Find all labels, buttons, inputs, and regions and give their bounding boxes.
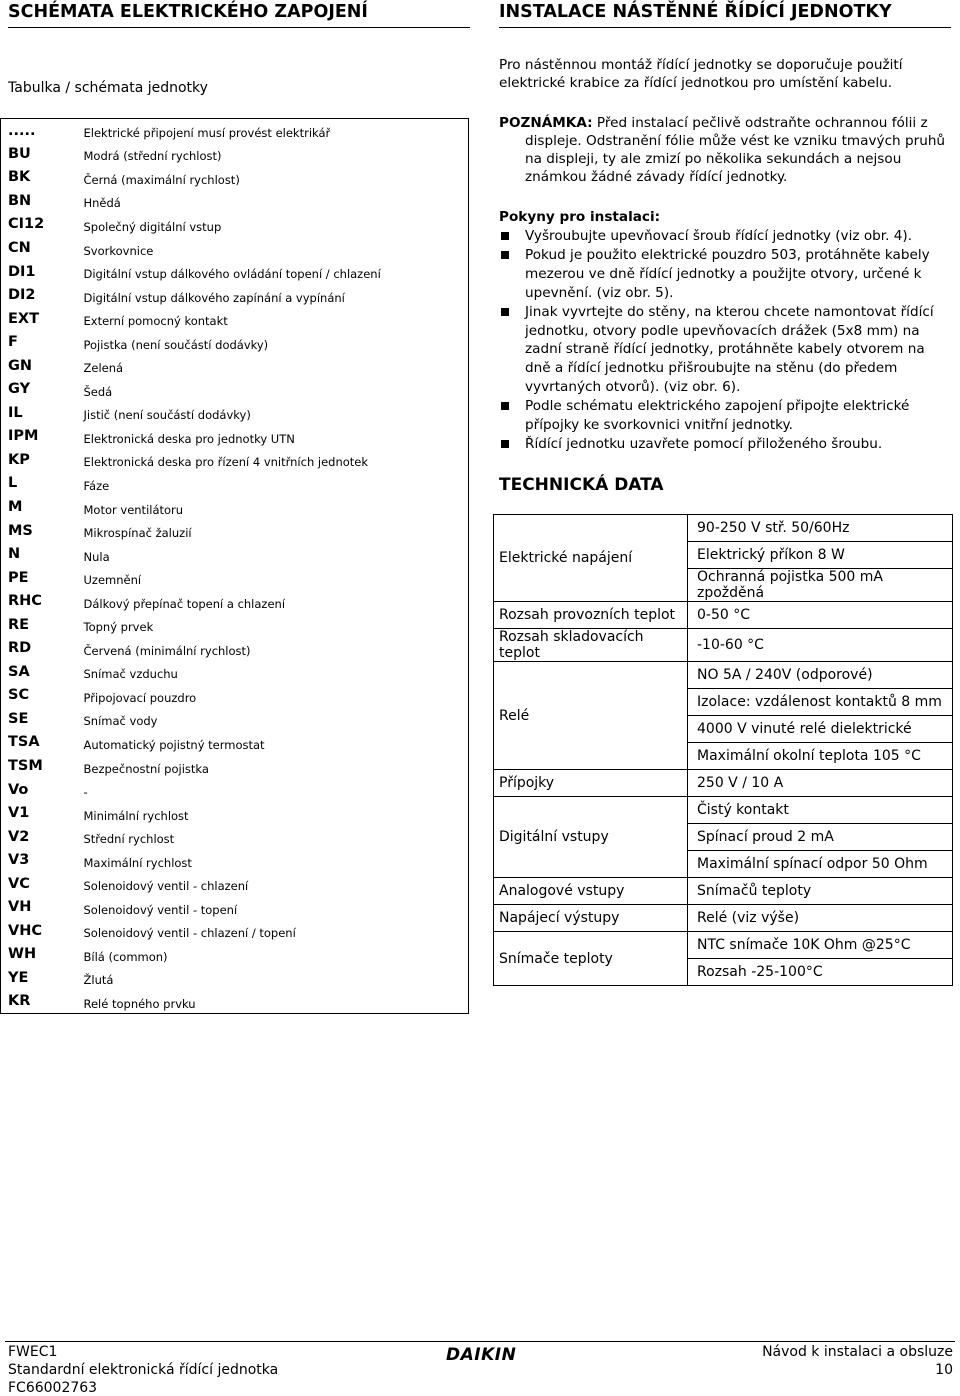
tech-value: 0-50 °C: [688, 602, 953, 629]
legend-row: [1, 236, 469, 260]
tech-row: [494, 602, 953, 629]
legend-code: YE: [8, 969, 29, 986]
tech-label: Elektrické napájení: [494, 515, 688, 602]
tech-row: [494, 662, 953, 689]
section-title-wiring: SCHÉMATA ELEKTRICKÉHO ZAPOJENÍ: [8, 2, 470, 28]
brand-logo: DAIKIN: [446, 1345, 517, 1365]
tech-value: Izolace: vzdálenost kontaktů 8 mm: [688, 689, 953, 716]
note-label: POZNÁMKA:: [499, 115, 593, 131]
legend-description: Jistič (není součástí dodávky): [83, 408, 251, 423]
legend-code: SE: [8, 710, 29, 727]
legend-table: [0, 118, 469, 1014]
legend-row: [1, 613, 469, 637]
tech-value: NTC snímače 10K Ohm @25°C: [688, 932, 953, 959]
legend-row: [1, 966, 469, 990]
legend-description: Dálkový přepínač topení a chlazení: [83, 596, 286, 611]
legend-row: [1, 990, 469, 1014]
legend-code: Vo: [8, 781, 29, 798]
footer-page-number: 10: [935, 1362, 953, 1378]
tech-value: Maximální spínací odpor 50 Ohm: [688, 851, 953, 878]
legend-row: [1, 825, 469, 849]
legend-code: BN: [8, 192, 32, 209]
legend-row: [1, 472, 469, 496]
legend-description: Nula: [83, 549, 110, 564]
legend-code: GN: [8, 357, 33, 374]
legend-row: [1, 660, 469, 684]
legend-row: [1, 589, 469, 613]
legend-code: RE: [8, 616, 30, 633]
legend-code: M: [8, 499, 23, 516]
tech-value: Maximální okolní teplota 105 °C: [688, 743, 953, 770]
legend-description: Pojistka (není součástí dodávky): [83, 337, 269, 352]
tech-label: Digitální vstupy: [494, 797, 688, 878]
legend-code: N: [8, 546, 21, 563]
instruction-item: [499, 397, 939, 435]
legend-row: [1, 919, 469, 943]
legend-description: -: [83, 785, 88, 800]
legend-row: [1, 801, 469, 825]
legend-row: [1, 330, 469, 354]
tech-value: Elektrický příkon 8 W: [688, 542, 953, 569]
legend-code: DI2: [8, 287, 36, 304]
legend-description: Relé topného prvku: [83, 996, 196, 1011]
instruction-item: [499, 227, 939, 246]
square-bullet-icon: [501, 402, 509, 410]
legend-row: [1, 519, 469, 543]
legend-code: SA: [8, 663, 30, 680]
instruction-text: Pokud je použito elektrické pouzdro 503, protáhněte kabely mezerou ve dně řídící jednotky a použijte otvory, určené k upevnění. (viz obr. 5).: [525, 246, 930, 301]
legend-description: Šedá: [83, 384, 113, 399]
legend-row: [1, 684, 469, 708]
legend-code: RD: [8, 640, 32, 657]
legend-code: VHC: [8, 922, 42, 939]
note-paragraph: [499, 114, 949, 186]
legend-description: Elektronická deska pro řízení 4 vnitřních jednotek: [83, 455, 369, 470]
tech-row: [494, 770, 953, 797]
footer-code: FC66002763: [8, 1380, 98, 1396]
note-first-line: Před instalací pečlivě odstraňte ochrannou fólii z: [596, 115, 928, 131]
legend-code: KR: [8, 993, 31, 1010]
tech-value: Relé (viz výše): [688, 905, 953, 932]
legend-row: [1, 731, 469, 755]
tech-label: Přípojky: [494, 770, 688, 797]
instruction-text: Řídící jednotku uzavřete pomocí přiloženého šroubu.: [525, 435, 883, 452]
legend-description: Automatický pojistný termostat: [83, 737, 265, 752]
legend-row: [1, 189, 469, 213]
legend-code: CN: [8, 240, 31, 256]
legend-row: [1, 401, 469, 425]
footer-divider: [5, 1341, 955, 1342]
tech-row: [494, 878, 953, 905]
section-title-installation: INSTALACE NÁSTĚNNÉ ŘÍDÍCÍ JEDNOTKY: [499, 2, 951, 28]
legend-code: GY: [8, 381, 31, 398]
legend-row: [1, 166, 469, 190]
instruction-item: [499, 303, 939, 398]
square-bullet-icon: [501, 251, 509, 259]
instruction-text: Podle schématu elektrického zapojení připojte elektrické přípojky ke svorkovnici vnitřní jednotky.: [525, 398, 910, 434]
tech-label: Napájecí výstupy: [494, 905, 688, 932]
square-bullet-icon: [501, 440, 509, 448]
legend-row: [1, 848, 469, 872]
legend-code: EXT: [8, 310, 39, 327]
legend-description: Digitální vstup dálkového zapínání a vypínání: [83, 290, 345, 305]
legend-description: Bílá (common): [83, 949, 168, 964]
legend-description: Snímač vody: [83, 714, 158, 729]
legend-description: Zelená: [83, 361, 124, 376]
tech-value: Snímačů teploty: [688, 878, 953, 905]
legend-description: Solenoidový ventil - chlazení: [83, 879, 249, 894]
instructions-list: [499, 227, 939, 454]
tech-value: NO 5A / 240V (odporové): [688, 662, 953, 689]
legend-code: V1: [8, 805, 30, 822]
legend-code: V2: [8, 828, 30, 845]
legend-code: VC: [8, 875, 30, 892]
instruction-item: [499, 246, 939, 303]
legend-description: Solenoidový ventil - chlazení / topení: [83, 926, 296, 941]
legend-code: WH: [8, 946, 37, 963]
legend-description: Žlutá: [83, 973, 114, 988]
legend-row: [1, 872, 469, 896]
legend-code: BK: [8, 169, 31, 186]
tech-data-table: [493, 514, 953, 986]
legend-code: DI1: [8, 263, 36, 280]
legend-code: F: [8, 334, 18, 351]
legend-code: L: [8, 475, 18, 492]
legend-row: [1, 542, 469, 566]
legend-row: [1, 142, 469, 166]
legend-description: Minimální rychlost: [83, 808, 189, 823]
square-bullet-icon: [501, 232, 509, 240]
legend-description: Černá (maximální rychlost): [83, 172, 240, 187]
tech-value: 4000 V vinuté relé dielektrické: [688, 716, 953, 743]
legend-code: TSA: [8, 734, 40, 751]
legend-row: [1, 213, 469, 237]
tech-value: Spínací proud 2 mA: [688, 824, 953, 851]
legend-code: CI12: [8, 216, 45, 233]
legend-description: Připojovací pouzdro: [83, 690, 197, 705]
legend-row: [1, 378, 469, 402]
legend-row: [1, 637, 469, 661]
legend-row: [1, 896, 469, 920]
intro-paragraph: Pro nástěnnou montáž řídící jednotky se doporučuje použití elektrické krabice za řídící jednotkou pro umístění kabelu.: [499, 57, 903, 91]
legend-row: [1, 260, 469, 284]
square-bullet-icon: [501, 308, 509, 316]
tech-value: Čistý kontakt: [688, 797, 953, 824]
legend-code: V3: [8, 852, 30, 869]
legend-code: MS: [8, 522, 33, 539]
legend-description: Externí pomocný kontakt: [83, 314, 228, 329]
legend-description: Elektronická deska pro jednotky UTN: [83, 431, 295, 446]
tech-label: Rozsah provozních teplot: [494, 602, 688, 629]
legend-row: [1, 495, 469, 519]
legend-description: Snímač vzduchu: [83, 667, 178, 682]
legend-row: [1, 283, 469, 307]
legend-row: [1, 778, 469, 802]
legend-code: VH: [8, 899, 32, 916]
legend-description: Hnědá: [83, 196, 121, 211]
legend-row: [1, 119, 469, 143]
legend-code: BU: [8, 145, 31, 162]
legend-row: [1, 354, 469, 378]
tech-label: Rozsah skladovacích teplot: [494, 629, 688, 662]
legend-code: IL: [8, 404, 23, 421]
tech-value: Ochranná pojistka 500 mA zpožděná: [688, 569, 953, 602]
legend-description: Svorkovnice: [83, 243, 154, 258]
instruction-item: [499, 435, 939, 454]
legend-description: Topný prvek: [83, 620, 154, 635]
legend-description: Společný digitální vstup: [83, 219, 222, 234]
instruction-text: Vyšroubujte upevňovací šroub řídící jednotky (viz obr. 4).: [525, 228, 913, 244]
legend-row: [1, 566, 469, 590]
legend-description: Elektrické připojení musí provést elektrikář: [83, 126, 331, 141]
tech-value: 90-250 V stř. 50/60Hz: [697, 520, 850, 536]
tech-value: Rozsah -25-100°C: [688, 959, 953, 986]
tech-value: -10-60 °C: [688, 629, 953, 662]
legend-row: [1, 754, 469, 778]
legend-code: SC: [8, 687, 30, 704]
tech-label: Relé: [494, 662, 688, 770]
tech-row: [494, 515, 953, 542]
tech-row: [494, 932, 953, 959]
tech-label: Snímače teploty: [494, 932, 688, 986]
instruction-text: Jinak vyvrtejte do stěny, na kterou chcete namontovat řídící jednotku, otvory podle upevňovacích drážek (5x8 mm) na zadní straně řídící jednotky, protáhněte kabely otvorem na dně a řídící jednotku přišroubujte na stěnu (do předem vyvrtaných otvorů). (viz obr. 6).: [525, 303, 934, 396]
legend-code: RHC: [8, 593, 42, 610]
legend-code: .....: [8, 122, 36, 139]
legend-code: TSM: [8, 758, 43, 775]
legend-description: Modrá (střední rychlost): [83, 149, 222, 164]
instructions-title: Pokyny pro instalaci:: [499, 209, 661, 225]
legend-description: Maximální rychlost: [83, 855, 192, 870]
tech-row: [494, 797, 953, 824]
legend-row: [1, 943, 469, 967]
footer-model: FWEC1: [8, 1344, 58, 1360]
legend-description: Uzemnění: [83, 573, 142, 588]
tech-data-title: TECHNICKÁ DATA: [499, 475, 664, 495]
tech-row: [494, 905, 953, 932]
legend-description: Motor ventilátoru: [83, 502, 184, 517]
legend-description: Fáze: [83, 478, 110, 493]
legend-row: [1, 448, 469, 472]
legend-code: IPM: [8, 428, 39, 445]
legend-subtitle: Tabulka / schémata jednotky: [8, 80, 208, 96]
tech-label: Analogové vstupy: [494, 878, 688, 905]
tech-value: 250 V / 10 A: [688, 770, 953, 797]
legend-description: Bezpečnostní pojistka: [83, 761, 209, 776]
legend-description: Digitální vstup dálkového ovládání topení / chlazení: [83, 267, 381, 282]
legend-code: KP: [8, 451, 30, 468]
legend-row: [1, 425, 469, 449]
tech-row: [494, 629, 953, 662]
legend-row: [1, 707, 469, 731]
legend-description: Mikrospínač žaluzií: [83, 526, 192, 541]
footer-product-name: Standardní elektronická řídící jednotka: [8, 1362, 279, 1378]
footer-manual-title: Návod k instalaci a obsluze: [762, 1344, 953, 1360]
legend-description: Červená (minimální rychlost): [83, 643, 251, 658]
note-rest: displeje. Odstranění fólie může vést ke vzniku tmavých pruhů na displeji, ty ale zmizí po několika sekundách a nejsou známkou žádné závady řídící jednotky.: [525, 133, 946, 185]
legend-code: PE: [8, 569, 29, 586]
legend-description: Střední rychlost: [83, 832, 175, 847]
legend-description: Solenoidový ventil - topení: [83, 902, 238, 917]
legend-row: [1, 307, 469, 331]
